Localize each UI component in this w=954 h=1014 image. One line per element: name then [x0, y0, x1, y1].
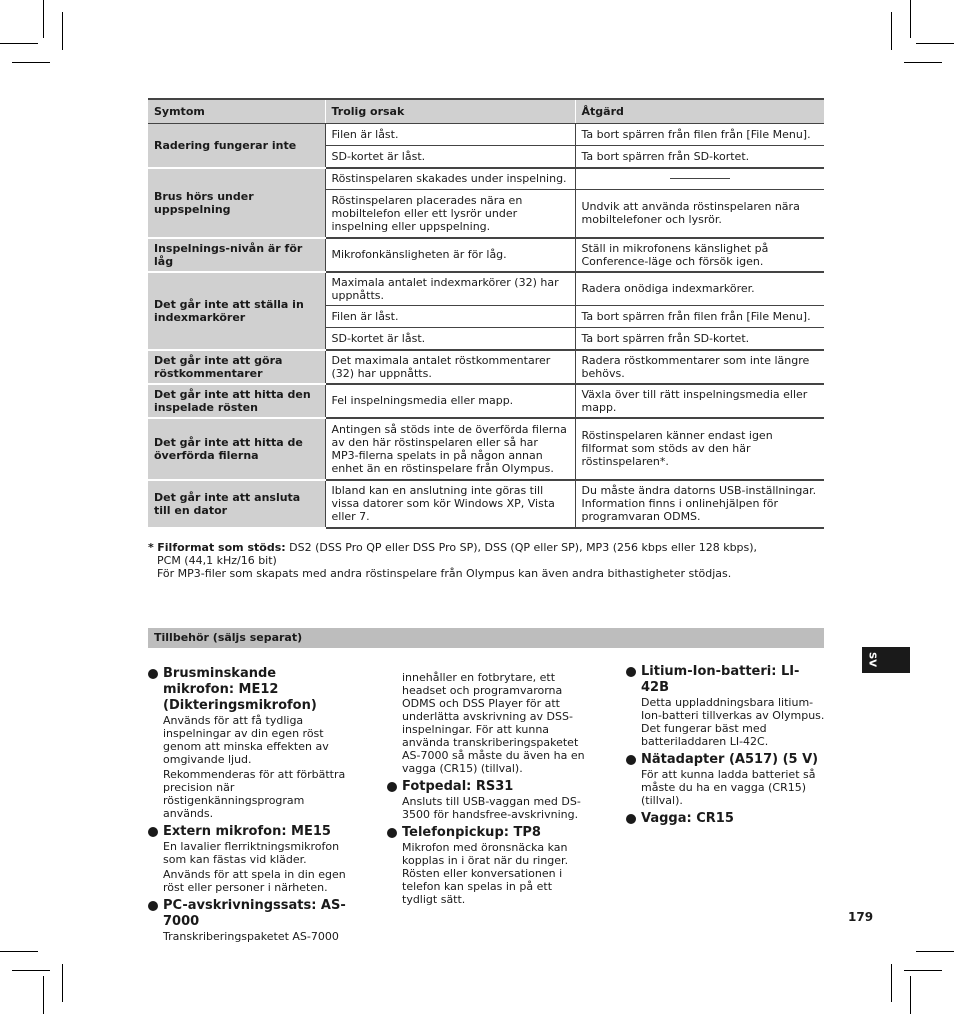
crop-mark	[12, 970, 50, 971]
accessory-title	[626, 752, 826, 768]
accessory-title-text: Fotpedal: RS31	[402, 779, 514, 794]
table-header-row	[148, 99, 824, 124]
action-cell: Ställ in mikrofonens känslighet på Conference-läge och försök igen.	[575, 238, 824, 272]
symptom-cell: Radering fungerar inte	[148, 124, 325, 168]
table-row	[148, 480, 824, 528]
accessories-column-1	[148, 666, 348, 947]
accessory-text: Ansluts till USB-vaggan med DS-3500 för handsfree-avskrivning.	[402, 795, 581, 821]
header-cause: Trolig orsak	[325, 99, 575, 124]
action-cell: Ta bort spärren från filen från [File Menu].	[575, 124, 824, 146]
crop-mark	[62, 12, 63, 50]
cause-cell: Filen är låst.	[325, 306, 575, 328]
accessory-text: Används för att få tydliga inspelningar av din egen röst genom att minska effekten av omgivande ljud.	[163, 714, 329, 766]
crop-mark	[916, 951, 954, 952]
accessory-title	[626, 664, 826, 696]
table-row	[148, 124, 824, 146]
footnote-star: *	[148, 541, 154, 554]
accessory-title-text: Vagga: CR15	[641, 811, 734, 826]
accessory-text: Mikrofon med öronsnäcka kan kopplas in i örat när du ringer. Rösten eller konversationen i telefon kan spelas in på ett tydligt sätt.	[402, 841, 569, 906]
table-row	[148, 418, 824, 480]
accessory-item	[148, 824, 348, 894]
action-cell: Ta bort spärren från filen från [File Menu].	[575, 306, 824, 328]
accessory-text: innehåller en fotbrytare, ett headset och programvarorna ODMS och DSS Player för att underlätta avskrivning av DSS-inspelningar. För att kunna använda transkriberingspaketet AS-7000 så måste du även ha en vagga (CR15) (tillval).	[402, 671, 585, 775]
accessory-body	[148, 840, 348, 894]
symptom-cell: Brus hörs under uppspelning	[148, 168, 325, 238]
header-action: Åtgärd	[575, 99, 824, 124]
accessory-body	[148, 714, 348, 820]
bullet-icon	[148, 669, 158, 679]
accessory-title-text: Extern mikrofon: ME15	[163, 824, 331, 839]
crop-mark	[0, 43, 38, 44]
cause-cell: Ibland kan en anslutning inte göras till vissa datorer som kör Windows XP, Vista eller 7.	[325, 480, 575, 528]
crop-mark	[904, 970, 942, 971]
crop-mark	[910, 976, 911, 1014]
footnote-label: Filformat som stöds:	[157, 541, 286, 554]
accessory-body	[626, 696, 826, 748]
accessory-text: Detta uppladdningsbara litium-Ion-batteri tillverkas av Olympus. Det fungerar bäst med batteriladdaren LI-42C.	[641, 696, 825, 748]
crop-mark	[62, 964, 63, 1002]
footnote-line	[148, 541, 824, 554]
crop-mark	[904, 62, 942, 63]
accessories-column-2	[387, 671, 587, 910]
accessory-title-text: Telefonpickup: TP8	[402, 825, 541, 840]
language-tab	[862, 647, 910, 673]
crop-mark	[910, 0, 911, 38]
accessory-title-text: Brusminskande mikrofon: ME12 (Dikteringsmikrofon)	[163, 666, 317, 713]
cause-cell: Fel inspelningsmedia eller mapp.	[325, 384, 575, 418]
footnote-text: DS2 (DSS Pro QP eller DSS Pro SP), DSS (QP eller SP), MP3 (256 kbps eller 128 kbps),	[289, 541, 758, 554]
action-cell: Ta bort spärren från SD-kortet.	[575, 146, 824, 168]
accessories-column-3	[626, 664, 826, 831]
accessory-body	[387, 795, 587, 821]
crop-mark	[891, 12, 892, 50]
accessory-title	[148, 666, 348, 714]
action-cell: Ta bort spärren från SD-kortet.	[575, 328, 824, 350]
cause-cell: Mikrofonkänsligheten är för låg.	[325, 238, 575, 272]
accessory-body	[387, 671, 587, 775]
accessory-text: Transkriberingspaketet AS-7000	[163, 930, 339, 943]
action-cell: Undvik att använda röstinspelaren nära mobiltelefoner och lysrör.	[575, 190, 824, 238]
footnote-line: PCM (44,1 kHz/16 bit)	[157, 554, 277, 567]
accessories-heading: Tillbehör (säljs separat)	[154, 631, 303, 644]
accessory-title	[148, 898, 348, 930]
table-row	[148, 168, 824, 190]
crop-mark	[43, 976, 44, 1014]
accessory-item	[387, 779, 587, 821]
action-cell	[575, 168, 824, 190]
accessory-item	[626, 811, 826, 827]
accessory-text: För att kunna ladda batteriet så måste du ha en vagga (CR15) (tillval).	[641, 768, 816, 807]
accessory-text: Rekommenderas för att förbättra precision när röstigenkänningsprogram används.	[163, 768, 346, 820]
accessory-body	[626, 768, 826, 807]
language-tab-label: SV	[866, 652, 878, 667]
bullet-icon	[626, 814, 636, 824]
accessory-body	[148, 930, 348, 943]
cause-cell: Antingen så stöds inte de överförda filerna av den här röstinspelaren eller så har MP3-filerna spelats in på någon annan enhet än en röstinspelare från Olympus.	[325, 418, 575, 480]
cause-cell: Filen är låst.	[325, 124, 575, 146]
accessory-item	[626, 664, 826, 748]
page-number: 179	[848, 910, 874, 924]
crop-mark	[0, 951, 38, 952]
troubleshooting-table	[148, 98, 824, 529]
action-cell: Röstinspelaren känner endast igen filformat som stöds av den här röstinspelaren*.	[575, 418, 824, 480]
bullet-icon	[626, 667, 636, 677]
bullet-icon	[148, 901, 158, 911]
symptom-cell: Det går inte att ansluta till en dator	[148, 480, 325, 528]
header-symptom: Symtom	[148, 99, 325, 124]
action-cell: Radera röstkommentarer som inte längre behövs.	[575, 350, 824, 384]
accessory-title	[626, 811, 826, 827]
empty-dash	[670, 178, 730, 179]
accessory-title-text: PC-avskrivningssats: AS-7000	[163, 898, 346, 929]
bullet-icon	[626, 755, 636, 765]
accessory-text: En lavalier flerriktningsmikrofon som kan fästas vid kläder.	[163, 840, 340, 866]
crop-mark	[916, 43, 954, 44]
table-row	[148, 350, 824, 384]
accessory-item	[148, 898, 348, 943]
symptom-cell: Inspelnings-nivån är för låg	[148, 238, 325, 272]
bullet-icon	[148, 827, 158, 837]
crop-mark	[12, 62, 50, 63]
symptom-cell: Det går inte att ställa in indexmarkörer	[148, 272, 325, 350]
accessory-item	[148, 666, 348, 820]
accessory-title	[387, 825, 587, 841]
cause-cell: SD-kortet är låst.	[325, 146, 575, 168]
table-row	[148, 238, 824, 272]
crop-mark	[43, 0, 44, 38]
accessory-text: Används för att spela in din egen röst eller personer i närheten.	[163, 868, 346, 894]
accessory-item	[387, 825, 587, 906]
table-row	[148, 272, 824, 306]
accessory-title	[387, 779, 587, 795]
footnote-line: För MP3-filer som skapats med andra röstinspelare från Olympus kan även andra bithastigheter stödjas.	[157, 567, 732, 580]
action-cell: Radera onödiga indexmarkörer.	[575, 272, 824, 306]
footnote	[148, 541, 824, 580]
accessory-title-text: Litium-Ion-batteri: LI-42B	[641, 664, 800, 695]
cause-cell: SD-kortet är låst.	[325, 328, 575, 350]
cause-cell: Röstinspelaren placerades nära en mobiltelefon eller ett lysrör under inspelning eller uppspelning.	[325, 190, 575, 238]
action-cell: Du måste ändra datorns USB-inställningar. Information finns i onlinehjälpen för programvaran ODMS.	[575, 480, 824, 528]
accessories-heading-bar	[148, 628, 824, 648]
action-cell: Växla över till rätt inspelningsmedia eller mapp.	[575, 384, 824, 418]
cause-cell: Röstinspelaren skakades under inspelning.	[325, 168, 575, 190]
bullet-icon	[387, 782, 397, 792]
symptom-cell: Det går inte att göra röstkommentarer	[148, 350, 325, 384]
accessory-item	[626, 752, 826, 807]
table-row	[148, 384, 824, 418]
symptom-cell: Det går inte att hitta de överförda filerna	[148, 418, 325, 480]
accessory-title	[148, 824, 348, 840]
bullet-icon	[387, 828, 397, 838]
symptom-cell: Det går inte att hitta den inspelade rösten	[148, 384, 325, 418]
accessory-body	[387, 841, 587, 906]
accessory-title-text: Nätadapter (A517) (5 V)	[641, 752, 819, 767]
crop-mark	[891, 964, 892, 1002]
cause-cell: Maximala antalet indexmarkörer (32) har uppnåtts.	[325, 272, 575, 306]
cause-cell: Det maximala antalet röstkommentarer (32) har uppnåtts.	[325, 350, 575, 384]
